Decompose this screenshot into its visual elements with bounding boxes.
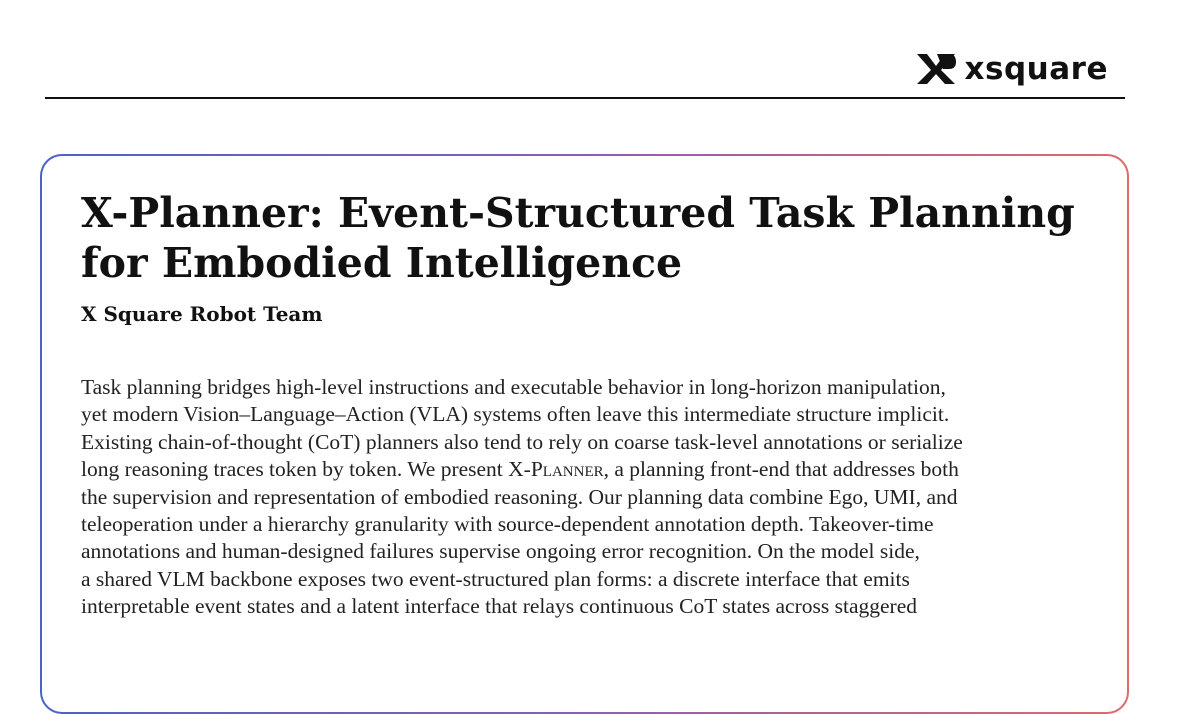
- logo-text: xsquare: [964, 51, 1108, 87]
- abstract-line: the supervision and representation of embodied reasoning. Our planning data combine Ego, UMI, and: [81, 484, 958, 509]
- title-line-1: X-Planner: Event-Structured Task Planning: [81, 189, 1075, 237]
- paper-abstract: [81, 374, 1091, 621]
- abstract-line: annotations and human-designed failures supervise ongoing error recognition. On the model side,: [81, 539, 920, 564]
- abstract-line-4-end: , a planning front-end that addresses both: [603, 457, 959, 482]
- abstract-line-4-start: long reasoning traces token by token. We present: [81, 457, 509, 482]
- paper-title: [81, 188, 1081, 288]
- abstract-line: yet modern Vision–Language–Action (VLA) systems often leave this intermediate structure implicit.: [81, 402, 950, 427]
- header-divider: [45, 97, 1125, 99]
- abstract-line: Existing chain-of-thought (CoT) planners also tend to rely on coarse task-level annotations or serialize: [81, 429, 963, 454]
- abstract-line: teleoperation under a hierarchy granularity with source-dependent annotation depth. Takeover-time: [81, 512, 934, 537]
- xr-logo-icon: [915, 52, 957, 86]
- title-line-2: for Embodied Intelligence: [81, 239, 683, 287]
- page-header: [0, 0, 1200, 100]
- paper-author: X Square Robot Team: [81, 302, 323, 326]
- method-name: X-Planner: [508, 457, 604, 482]
- abstract-line: interpretable event states and a latent interface that relays continuous CoT states across staggered: [81, 594, 918, 619]
- abstract-line: a shared VLM backbone exposes two event-structured plan forms: a discrete interface that emits: [81, 566, 910, 591]
- abstract-line: Task planning bridges high-level instructions and executable behavior in long-horizon manipulation,: [81, 375, 946, 399]
- abstract-line-4: [81, 456, 1091, 483]
- xsquare-logo: [915, 52, 1108, 86]
